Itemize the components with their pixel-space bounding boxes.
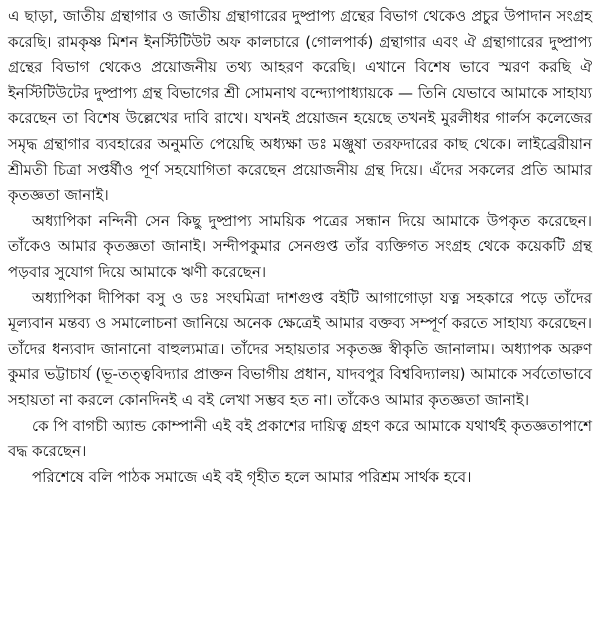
paragraph-library-sources: এ ছাড়া, জাতীয় গ্রন্থাগার ও জাতীয় গ্রন্থাগারের দুষ্প্রাপ্য গ্রন্থের বিভাগ থেকেও প্রচুর উপাদান সংগ্রহ করেছি। রামকৃষ্ণ মিশন ইনস্টিটিউট অফ কালচারে (গোলপার্ক) গ্রন্থাগার এবং ঐ গ্রন্থাগারের দুষ্প্রাপ্য গ্রন্থের বিভাগ থেকেও প্রয়োজনীয় তথ্য আহরণ করেছি। এখানে বিশেষ ভাবে স্মরণ করছি ঐ ইনস্টিটিউটের দুষ্প্রাপ্য গ্রন্থ বিভাগের শ্রী সোমনাথ বন্দ্যোপাধ্যায়কে — তিনি যেভাবে আমাকে সাহায্য করেছেন তা বিশেষ উল্লেখের দাবি রাখে। যখনই প্রয়োজন হয়েছে তখনই মুরলীধর গার্লস কলেজের সমৃদ্ধ গ্রন্থাগার ব্যবহারের অনুমতি পেয়েছি অধ্যক্ষা ডঃ মঞ্জুষা তরফদারের কাছ থেকে। লাইব্রেরীয়ান শ্রীমতী চিত্রা সপ্তর্ষীও পূর্ণ সহযোগিতা করেছেন প্রয়োজনীয় গ্রন্থ দিয়ে। এঁদের সকলের প্রতি আমার কৃতজ্ঞতা জানাই। <box>8 7 592 205</box>
paragraph-dipika-basu: অধ্যাপিকা দীপিকা বসু ও ডঃ সংঘমিত্রা দাশগুপ্ত বইটি আগাগোড়া যত্ন সহকারে পড়ে তাঁদের মূল্যবান মন্তব্য ও সমালোচনা জানিয়ে অনেক ক্ষেত্রেই আমার বক্তব্য সম্পূর্ণ করতে সাহায্য করেছেন। তাঁদের ধন্যবাদ জানানো বাহুল্যমাত্র। তাঁদের সহায়তার সকৃতজ্ঞ স্বীকৃতি জানালাম। অধ্যাপক অরুণ কুমার ভট্টাচার্য (ভূ-তত্ত্ববিদ্যার প্রাক্তন বিভাগীয় প্রধান, যাদবপুর বিশ্ববিদ্যালয়) আমাকে সর্বতোভাবে সহায়তা না করলে কোনদিনই এ বই লেখা সম্ভব হত না। তাঁকেও আমার কৃতজ্ঞতা জানাই। <box>8 288 592 409</box>
paragraph-publisher: কে পি বাগচী অ্যান্ড কোম্পানী এই বই প্রকাশের দায়িত্ব গ্রহণ করে আমাকে যথার্থই কৃতজ্ঞতাপাশে বদ্ধ করেছেন। <box>8 416 592 461</box>
paragraph-closing: পরিশেষে বলি পাঠক সমাজে এই বই গৃহীত হলে আমার পরিশ্রম সার্থক হবে। <box>32 467 472 486</box>
paragraph-nandini-sen: অধ্যাপিকা নন্দিনী সেন কিছু দুষ্প্রাপ্য সাময়িক পত্রের সন্ধান দিয়ে আমাকে উপকৃত করেছেন। তাঁকেও আমার কৃতজ্ঞতা জানাই। সন্দীপকুমার সেনগুপ্ত তাঁর ব্যক্তিগত সংগ্রহ থেকে কয়েকটি গ্রন্থ পড়বার সুযোগ দিয়ে আমাকে ঋণী করেছেন। <box>8 211 592 281</box>
